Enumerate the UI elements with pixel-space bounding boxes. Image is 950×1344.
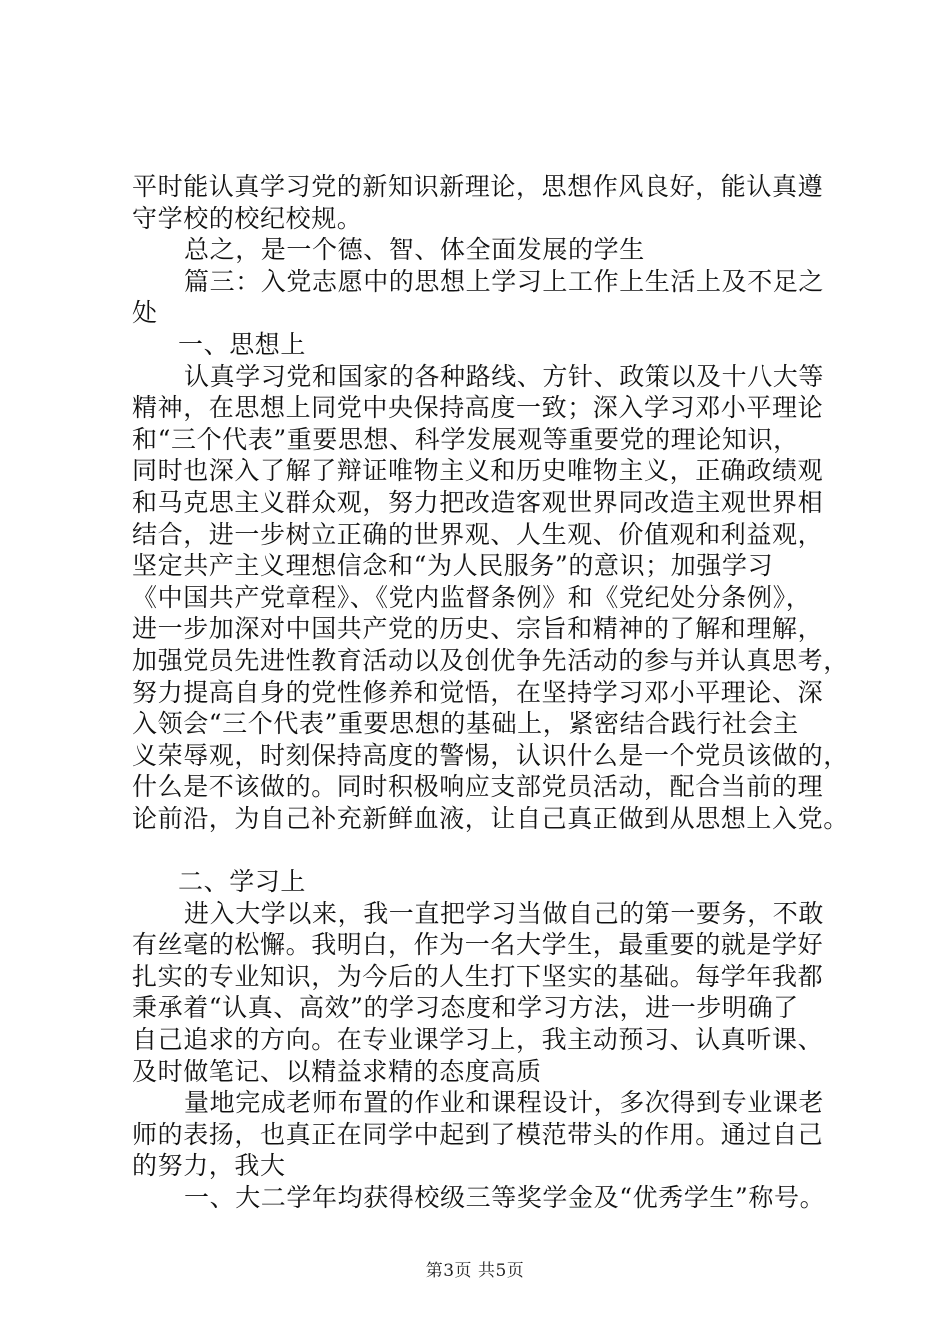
text-line: 和“三个代表”重要思想、科学发展观等重要党的理论知识， (132, 424, 799, 454)
text-line: 平时能认真学习党的新知识新理论，思想作风良好，能认真遵 (132, 172, 824, 201)
text-line: 加强党员先进性教育活动以及创优争先活动的参与并认真思考， (132, 645, 849, 675)
text-line: 和马克思主义群众观，努力把改造客观世界同改造主观世界相 (132, 487, 824, 517)
text-line: 结合，进一步树立正确的世界观、人生观、价值观和利益观， (132, 519, 824, 549)
text-line: 量地完成老师布置的作业和课程设计，多次得到专业课老 (184, 1088, 825, 1118)
text-line: 什么是不该做的。同时积极响应支部党员活动，配合当前的理 (132, 772, 824, 802)
page-number-footer: 第3页 共5页 (425, 1261, 525, 1281)
text-line: 秉承着“认真、高效”的学习态度和学习方法，进一步明确了 (132, 993, 799, 1023)
text-line: 及时做笔记、以精益求精的态度高质 (132, 1056, 542, 1086)
text-line: 努力提高自身的党性修养和觉悟，在坚持学习邓小平理论、深 (132, 677, 824, 707)
heading-study: 二、学习上 (178, 867, 307, 897)
text-line: 进入大学以来，我一直把学习当做自己的第一要务，不敢 (184, 898, 825, 928)
section-title-continued: 处 (132, 298, 158, 328)
document-body (132, 171, 849, 1214)
text-line: 的努力，我大 (132, 1151, 286, 1181)
text-line: 有丝毫的松懈。我明白，作为一名大学生，最重要的就是学好 (132, 930, 824, 960)
text-line: 守学校的校纪校规。 (132, 203, 363, 233)
text-line: 一、大二学年均获得校级三等奖学金及“优秀学生”称号。 (184, 1183, 826, 1212)
text-line: 《中国共产党章程》、《党内监督条例》和《党纪处分条例》， (132, 582, 812, 612)
text-line: 义荣辱观，时刻保持高度的警惕，认识什么是一个党员该做的， (132, 740, 849, 770)
heading-thought: 一、思想上 (178, 329, 307, 359)
text-line: 论前沿，为自己补充新鲜血液，让自己真正做到从思想上入党。 (132, 803, 849, 833)
text-line: 入领会“三个代表”重要思想的基础上，紧密结合践行社会主 (132, 709, 799, 739)
text-line: 同时也深入了解了辩证唯物主义和历史唯物主义，正确政绩观 (132, 456, 824, 486)
text-line: 精神，在思想上同党中央保持高度一致；深入学习邓小平理论 (132, 393, 824, 423)
text-line: 师的表扬，也真正在同学中起到了模范带头的作用。通过自己 (132, 1119, 824, 1149)
text-line: 认真学习党和国家的各种路线、方针、政策以及十八大等 (184, 361, 825, 391)
text-line: 进一步加深对中国共产党的历史、宗旨和精神的了解和理解， (132, 614, 824, 644)
text-line: 扎实的专业知识，为今后的人生打下坚实的基础。每学年我都 (132, 961, 824, 991)
text-line: 坚定共产主义理想信念和“为人民服务”的意识；加强学习 (132, 551, 774, 581)
text-line: 总之，是一个德、智、体全面发展的学生 (184, 235, 645, 265)
text-line: 自己追求的方向。在专业课学习上，我主动预习、认真听课、 (132, 1025, 824, 1055)
paragraph-gap (132, 834, 832, 866)
section-title: 篇三：入党志愿中的思想上学习上工作上生活上及不足之 (184, 266, 825, 296)
